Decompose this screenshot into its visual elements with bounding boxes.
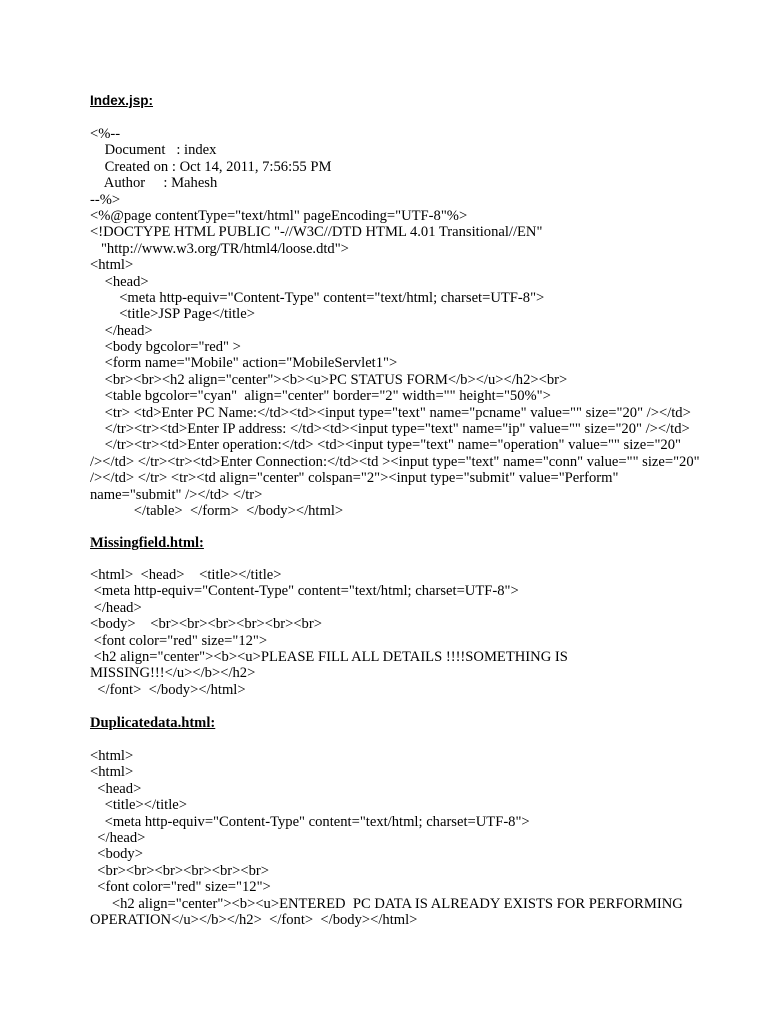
code-block-missingfield-html xyxy=(90,567,690,698)
code-line: <html> xyxy=(90,764,134,781)
section-heading: Missingfield.html: xyxy=(90,535,204,551)
code-line: <%@page contentType="text/html" pageEncoding="UTF-8"%> xyxy=(90,207,468,224)
code-line: <meta http-equiv="Content-Type" content="text/html; charset=UTF-8"> xyxy=(90,583,519,600)
code-line: "http://www.w3.org/TR/html4/loose.dtd"> xyxy=(90,240,349,257)
code-line: <meta http-equiv="Content-Type" content="text/html; charset=UTF-8"> xyxy=(90,813,530,830)
section-index-jsp xyxy=(90,93,690,109)
section-duplicatedata-html xyxy=(90,715,690,731)
code-line: </tr><tr><td>Enter operation:</td> <td><input type="text" name="operation" value="" size="20" xyxy=(90,437,681,454)
code-line: </font> </body></html> xyxy=(90,681,246,698)
section-heading: Duplicatedata.html: xyxy=(90,715,216,731)
code-line: name="submit" /></td> </tr> xyxy=(90,486,263,503)
code-listing xyxy=(90,748,690,928)
code-line: <!DOCTYPE HTML PUBLIC "-//W3C//DTD HTML 4.01 Transitional//EN" xyxy=(90,224,543,241)
code-listing xyxy=(90,567,690,698)
code-line: <html> xyxy=(90,257,134,274)
code-line: <br><br><h2 align="center"><b><u>PC STATUS FORM</b></u></h2><br> xyxy=(90,371,568,388)
code-line: <table bgcolor="cyan" align="center" border="2" width="" height="50%"> xyxy=(90,388,551,405)
code-listing xyxy=(90,126,700,519)
code-line: <h2 align="center"><b><u>PLEASE FILL ALL DETAILS !!!!SOMETHING IS xyxy=(90,648,568,665)
code-line: <body> xyxy=(90,846,143,863)
code-line: </tr><tr><td>Enter IP address: </td><td><input type="text" name="ip" value="" size="20" /></td> xyxy=(90,421,690,438)
code-line: </table> </form> </body></html> xyxy=(90,502,344,519)
code-line: <head> xyxy=(90,273,149,290)
code-line: Document : index xyxy=(90,142,217,159)
code-line: --%> xyxy=(90,191,121,208)
code-block-index-jsp xyxy=(90,126,700,519)
code-line: <html> xyxy=(90,748,134,764)
code-line: <meta http-equiv="Content-Type" content="text/html; charset=UTF-8"> xyxy=(90,289,545,306)
code-line: </head> xyxy=(90,599,142,616)
code-block-duplicatedata-html xyxy=(90,748,690,928)
section-missingfield-html xyxy=(90,535,690,551)
code-line: <title>JSP Page</title> xyxy=(90,306,255,323)
code-line: </head> xyxy=(90,829,146,846)
code-line: MISSING!!!</u></b></h2> xyxy=(90,665,256,682)
code-line: /></td> </tr><tr><td>Enter Connection:</td><td ><input type="text" name="conn" value="" size="20" xyxy=(90,453,700,470)
code-line: <%-- xyxy=(90,126,121,142)
code-line: Created on : Oct 14, 2011, 7:56:55 PM xyxy=(90,158,332,175)
code-line: <body bgcolor="red" > xyxy=(90,339,241,356)
code-line: OPERATION</u></b></h2> </font> </body></html> xyxy=(90,911,418,928)
code-line: <br><br><br><br><br><br> xyxy=(90,862,270,879)
code-line: <tr> <td>Enter PC Name:</td><td><input type="text" name="pcname" value="" size="20" /></td> xyxy=(90,404,691,421)
code-line: <h2 align="center"><b><u>ENTERED PC DATA IS ALREADY EXISTS FOR PERFORMING xyxy=(90,895,683,912)
code-line: /></td> </tr> <tr><td align="center" colspan="2"><input type="submit" value="Perform" xyxy=(90,470,619,487)
code-line: <font color="red" size="12"> xyxy=(90,632,268,649)
code-line: <title></title> xyxy=(90,797,187,814)
code-line: <html> <head> <title></title> xyxy=(90,567,282,583)
code-line: <head> xyxy=(90,780,142,797)
code-line: <font color="red" size="12"> xyxy=(90,879,271,896)
code-line: <form name="Mobile" action="MobileServlet1"> xyxy=(90,355,398,372)
code-line: </head> xyxy=(90,322,153,339)
section-heading: Index.jsp: xyxy=(90,93,154,108)
code-line: <body> <br><br><br><br><br><br> xyxy=(90,616,322,633)
code-line: Author : Mahesh xyxy=(90,175,218,192)
